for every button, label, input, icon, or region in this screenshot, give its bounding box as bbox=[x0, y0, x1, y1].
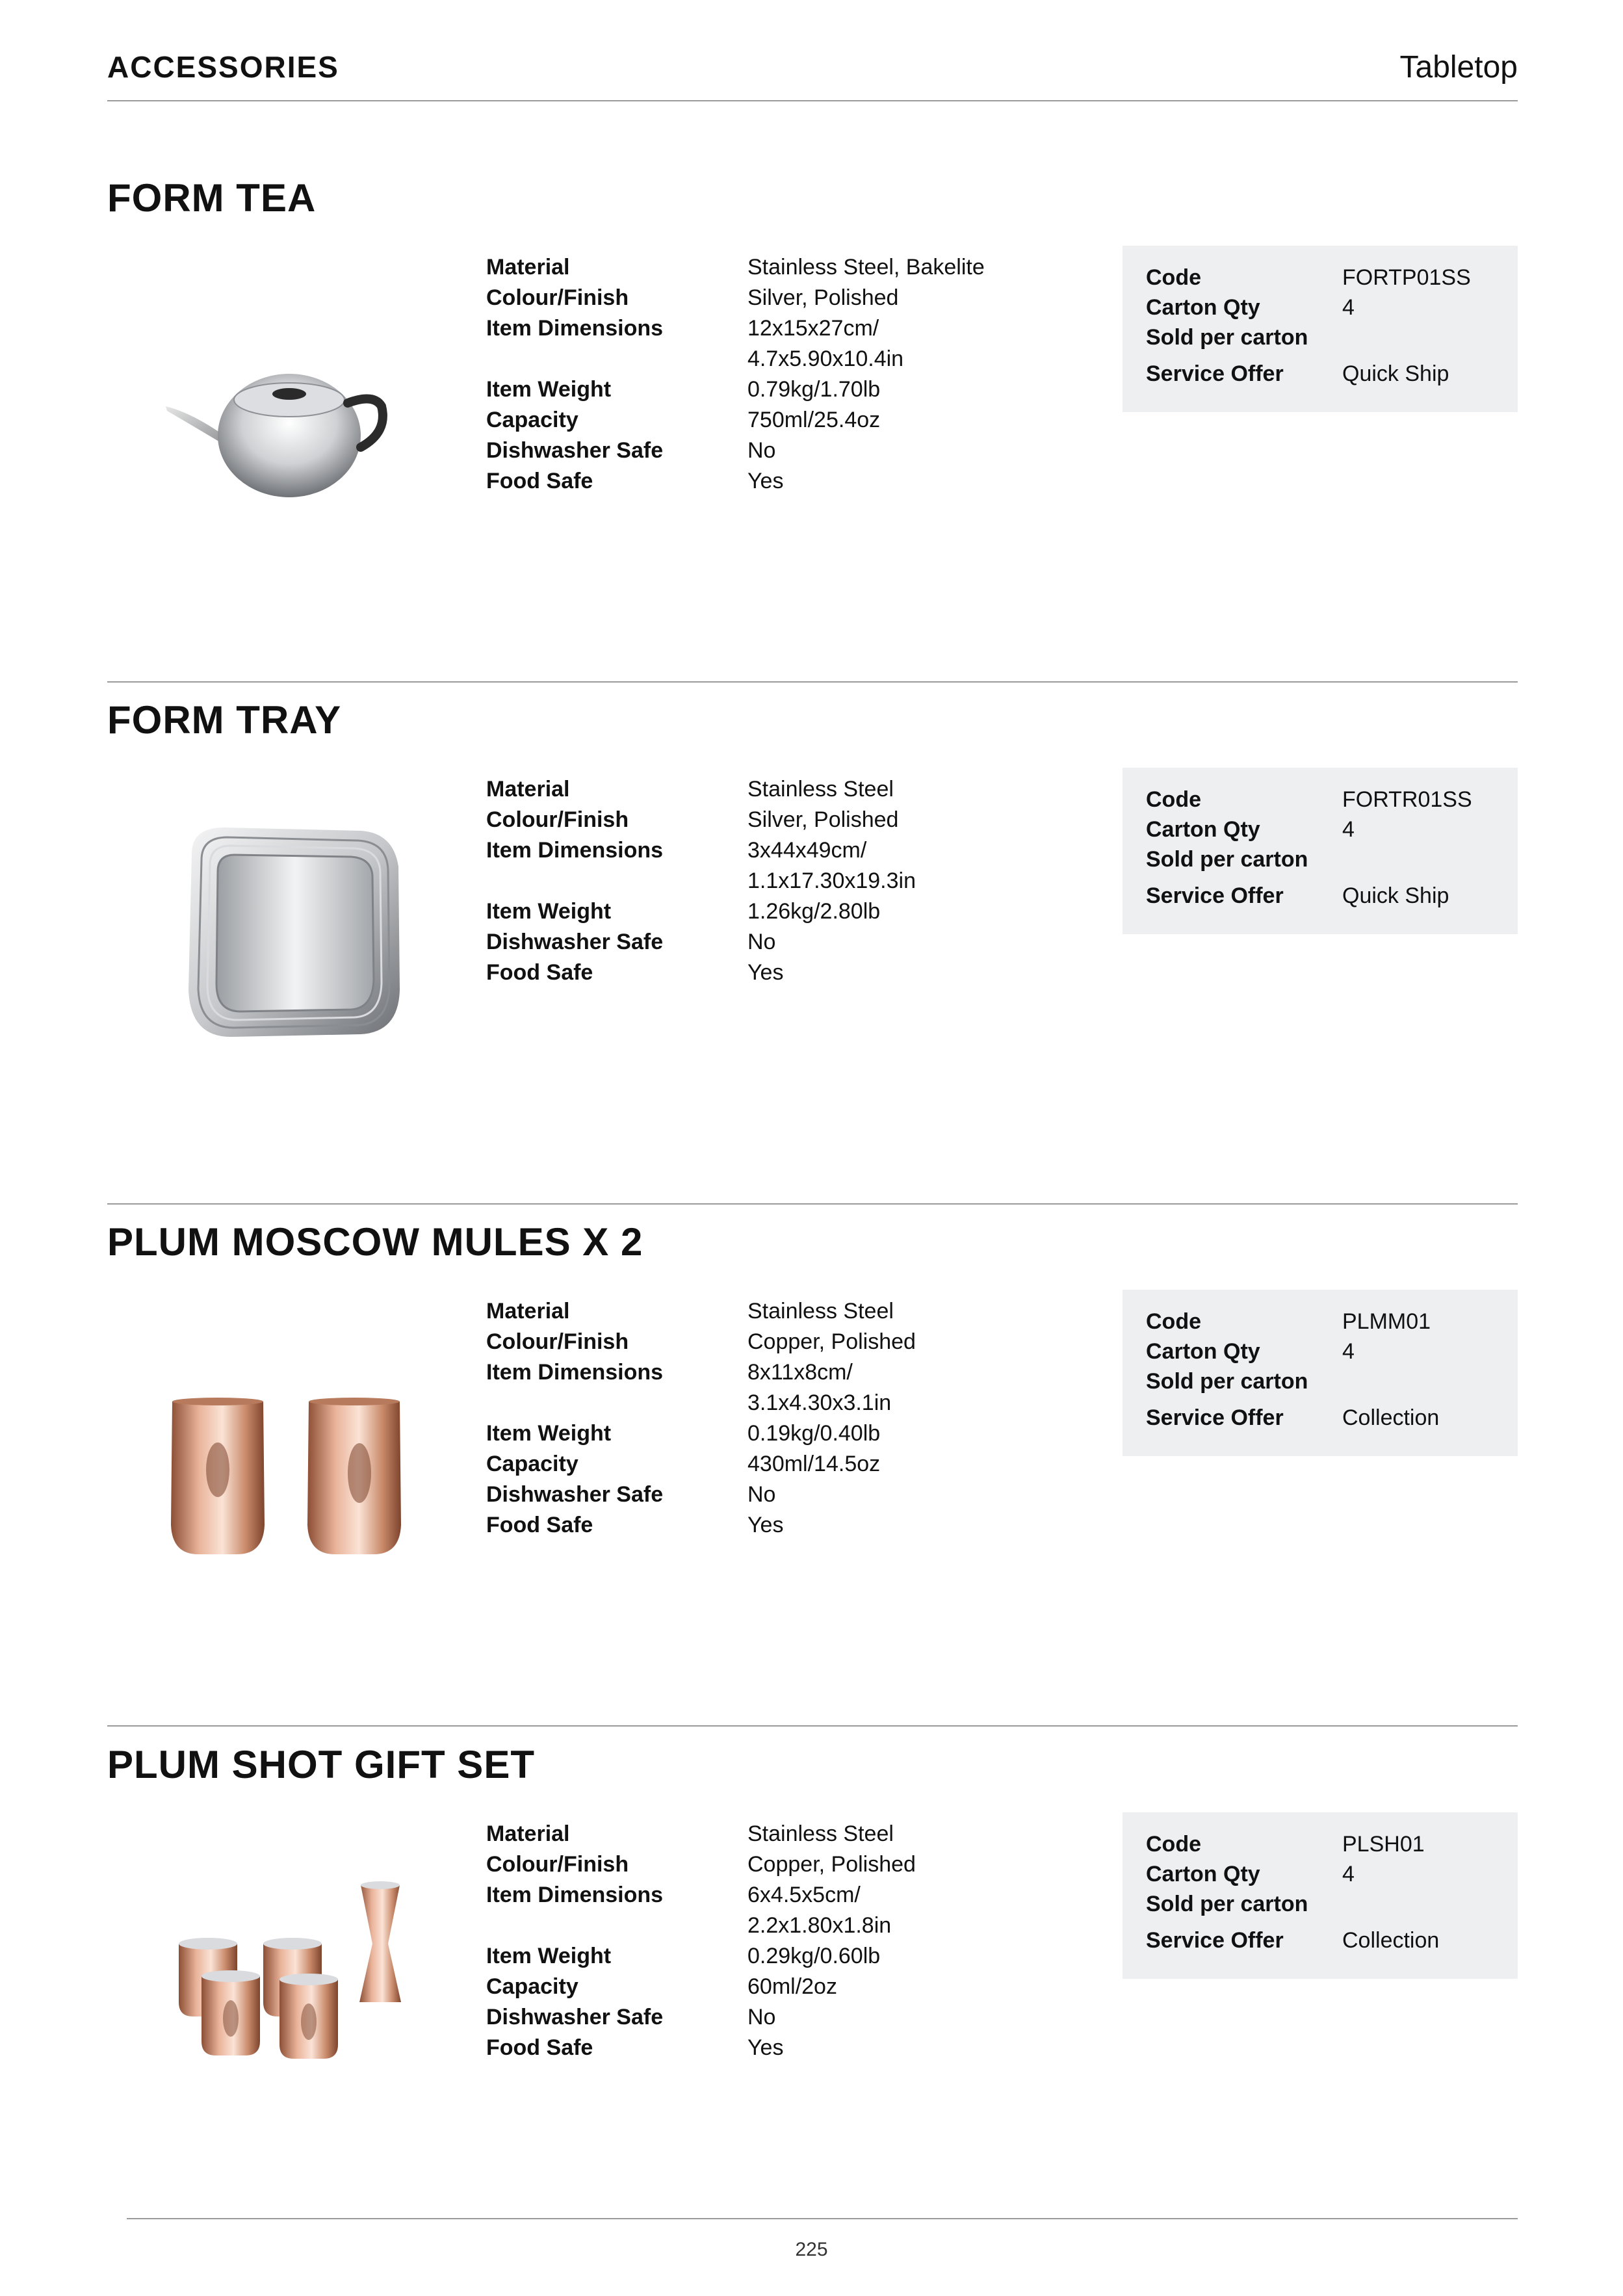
info-label: Code bbox=[1146, 265, 1201, 290]
spec-row-colour-finish bbox=[486, 1849, 1085, 1880]
info-row-sold-per-carton bbox=[1146, 1889, 1439, 1919]
info-row-carton-qty bbox=[1146, 1859, 1439, 1889]
spec-row-material bbox=[486, 1296, 1085, 1327]
spec-value: Silver, Polished bbox=[747, 285, 899, 310]
service-offer: Collection bbox=[1342, 1405, 1440, 1430]
info-label: Code bbox=[1146, 1309, 1201, 1334]
order-info-box bbox=[1123, 246, 1518, 412]
product-section-form-tea bbox=[107, 176, 1518, 683]
spec-value: Stainless Steel bbox=[747, 777, 894, 802]
spec-value: Yes bbox=[747, 2035, 784, 2060]
carton-qty: 4 bbox=[1342, 1339, 1355, 1364]
info-label: Sold per carton bbox=[1146, 1369, 1308, 1394]
product-title: PLUM MOSCOW MULES X 2 bbox=[107, 1220, 643, 1264]
spec-row-dishwasher-safe bbox=[486, 927, 1085, 958]
spec-row-item-dimensions bbox=[486, 313, 1085, 374]
service-offer: Collection bbox=[1342, 1928, 1440, 1953]
spec-label: Capacity bbox=[486, 1452, 578, 1476]
spec-value: No bbox=[747, 1482, 776, 1507]
product-title: PLUM SHOT GIFT SET bbox=[107, 1743, 535, 1786]
info-row-code bbox=[1146, 263, 1471, 293]
tray-icon bbox=[153, 795, 426, 1068]
dimensions-imperial: 1.1x17.30x19.3in bbox=[747, 868, 916, 893]
spec-row-material bbox=[486, 1819, 1085, 1849]
spec-row-item-weight bbox=[486, 374, 1085, 405]
info-row-carton-qty bbox=[1146, 293, 1471, 322]
spec-row-dishwasher-safe bbox=[486, 2002, 1085, 2033]
teapot-icon bbox=[153, 273, 426, 546]
spec-label: Food Safe bbox=[486, 1513, 593, 1537]
product-code: FORTP01SS bbox=[1342, 265, 1471, 290]
spec-value: 430ml/14.5oz bbox=[747, 1452, 881, 1476]
info-row-service-offer bbox=[1146, 1403, 1439, 1433]
spec-value: No bbox=[747, 438, 776, 463]
spec-value bbox=[747, 1880, 1085, 1941]
spec-row-dishwasher-safe bbox=[486, 1480, 1085, 1510]
info-label: Service Offer bbox=[1146, 883, 1284, 908]
spec-label: Item Dimensions bbox=[486, 316, 664, 341]
product-section-plum-shot-gift-set bbox=[107, 1742, 1518, 2158]
spec-label: Dishwasher Safe bbox=[486, 930, 664, 954]
spec-row-capacity bbox=[486, 1449, 1085, 1480]
info-row-service-offer bbox=[1146, 1925, 1439, 1955]
spec-value: 0.79kg/1.70lb bbox=[747, 377, 881, 402]
spec-label: Colour/Finish bbox=[486, 1852, 629, 1877]
spec-value: Stainless Steel bbox=[747, 1821, 894, 1846]
spec-row-colour-finish bbox=[486, 1327, 1085, 1357]
dimensions-metric: 12x15x27cm/ bbox=[747, 316, 879, 341]
info-label: Carton Qty bbox=[1146, 295, 1260, 320]
order-info-box bbox=[1123, 1812, 1518, 1979]
carton-qty: 4 bbox=[1342, 817, 1355, 842]
spec-label: Food Safe bbox=[486, 469, 593, 493]
info-row-sold-per-carton bbox=[1146, 844, 1472, 874]
spec-label: Material bbox=[486, 1821, 570, 1846]
order-info-box bbox=[1123, 768, 1518, 934]
service-offer: Quick Ship bbox=[1342, 361, 1449, 386]
spec-row-food-safe bbox=[486, 466, 1085, 497]
spec-value: 0.19kg/0.40lb bbox=[747, 1421, 881, 1446]
spec-value bbox=[747, 1357, 1085, 1418]
section-divider bbox=[107, 1725, 1518, 1727]
spec-label: Dishwasher Safe bbox=[486, 438, 664, 463]
spec-row-material bbox=[486, 252, 1085, 283]
info-label: Service Offer bbox=[1146, 361, 1284, 386]
footer-rule bbox=[127, 2218, 1518, 2219]
spec-row-item-dimensions bbox=[486, 1357, 1085, 1418]
info-row-code bbox=[1146, 785, 1472, 815]
spec-label: Item Weight bbox=[486, 1421, 612, 1446]
product-code: PLSH01 bbox=[1342, 1832, 1425, 1857]
info-label: Code bbox=[1146, 787, 1201, 812]
spec-value bbox=[747, 313, 1085, 374]
spec-row-item-dimensions bbox=[486, 1880, 1085, 1941]
section-title: Tabletop bbox=[1399, 50, 1518, 85]
shot-glasses-jigger-icon bbox=[153, 1840, 426, 2113]
spec-row-food-safe bbox=[486, 958, 1085, 988]
info-row-sold-per-carton bbox=[1146, 322, 1471, 352]
spec-label: Item Weight bbox=[486, 899, 612, 924]
spec-label: Capacity bbox=[486, 408, 578, 432]
spec-row-capacity bbox=[486, 405, 1085, 436]
spec-row-colour-finish bbox=[486, 805, 1085, 835]
info-row-carton-qty bbox=[1146, 1337, 1439, 1366]
spec-label: Material bbox=[486, 255, 570, 280]
spec-label: Item Weight bbox=[486, 377, 612, 402]
info-label: Code bbox=[1146, 1832, 1201, 1857]
section-divider bbox=[107, 681, 1518, 683]
info-row-service-offer bbox=[1146, 881, 1472, 911]
service-offer: Quick Ship bbox=[1342, 883, 1449, 908]
spec-value: No bbox=[747, 2005, 776, 2029]
spec-label: Food Safe bbox=[486, 960, 593, 985]
spec-label: Dishwasher Safe bbox=[486, 2005, 664, 2029]
spec-label: Capacity bbox=[486, 1974, 578, 1999]
spec-label: Item Weight bbox=[486, 1944, 612, 1968]
spec-label: Item Dimensions bbox=[486, 1883, 664, 1907]
spec-row-food-safe bbox=[486, 2033, 1085, 2063]
spec-value bbox=[747, 835, 1085, 896]
info-label: Service Offer bbox=[1146, 1405, 1284, 1430]
product-code: FORTR01SS bbox=[1342, 787, 1472, 812]
product-code: PLMM01 bbox=[1342, 1309, 1431, 1334]
spec-table bbox=[486, 1296, 1085, 1541]
spec-label: Material bbox=[486, 777, 570, 802]
copper-mugs-icon bbox=[153, 1317, 426, 1590]
spec-label: Food Safe bbox=[486, 2035, 593, 2060]
product-section-form-tray bbox=[107, 698, 1518, 1205]
product-section-plum-moscow-mules bbox=[107, 1220, 1518, 1727]
spec-value: 60ml/2oz bbox=[747, 1974, 837, 1999]
info-row-code bbox=[1146, 1829, 1439, 1859]
spec-label: Material bbox=[486, 1299, 570, 1324]
carton-qty: 4 bbox=[1342, 1862, 1355, 1886]
spec-value: 0.29kg/0.60lb bbox=[747, 1944, 881, 1968]
spec-table bbox=[486, 1819, 1085, 2063]
spec-label: Dishwasher Safe bbox=[486, 1482, 664, 1507]
spec-value: Yes bbox=[747, 960, 784, 985]
spec-value: Stainless Steel, Bakelite bbox=[747, 255, 985, 280]
info-label: Sold per carton bbox=[1146, 847, 1308, 872]
spec-table bbox=[486, 252, 1085, 497]
spec-value: 1.26kg/2.80lb bbox=[747, 899, 881, 924]
spec-value: 750ml/25.4oz bbox=[747, 408, 881, 432]
spec-value: Copper, Polished bbox=[747, 1329, 916, 1354]
info-row-sold-per-carton bbox=[1146, 1366, 1439, 1396]
section-divider bbox=[107, 1203, 1518, 1205]
spec-row-food-safe bbox=[486, 1510, 1085, 1541]
spec-value: Yes bbox=[747, 469, 784, 493]
spec-label: Colour/Finish bbox=[486, 285, 629, 310]
carton-qty: 4 bbox=[1342, 295, 1355, 320]
dimensions-metric: 6x4.5x5cm/ bbox=[747, 1883, 861, 1907]
dimensions-imperial: 4.7x5.90x10.4in bbox=[747, 346, 904, 371]
page-number: 225 bbox=[795, 2239, 828, 2260]
spec-row-capacity bbox=[486, 1972, 1085, 2002]
product-title: FORM TEA bbox=[107, 176, 317, 220]
spec-row-item-weight bbox=[486, 1418, 1085, 1449]
spec-label: Item Dimensions bbox=[486, 1360, 664, 1385]
spec-value: Copper, Polished bbox=[747, 1852, 916, 1877]
spec-value: No bbox=[747, 930, 776, 954]
info-label: Service Offer bbox=[1146, 1928, 1284, 1953]
dimensions-metric: 8x11x8cm/ bbox=[747, 1360, 853, 1385]
info-label: Carton Qty bbox=[1146, 1862, 1260, 1886]
spec-value: Yes bbox=[747, 1513, 784, 1537]
info-label: Carton Qty bbox=[1146, 1339, 1260, 1364]
spec-value: Stainless Steel bbox=[747, 1299, 894, 1324]
spec-row-dishwasher-safe bbox=[486, 436, 1085, 466]
info-label: Carton Qty bbox=[1146, 817, 1260, 842]
dimensions-metric: 3x44x49cm/ bbox=[747, 838, 867, 863]
dimensions-imperial: 2.2x1.80x1.8in bbox=[747, 1913, 892, 1938]
spec-table bbox=[486, 774, 1085, 988]
info-label: Sold per carton bbox=[1146, 325, 1308, 350]
info-label: Sold per carton bbox=[1146, 1892, 1308, 1916]
spec-label: Colour/Finish bbox=[486, 807, 629, 832]
spec-row-item-dimensions bbox=[486, 835, 1085, 896]
order-info-box bbox=[1123, 1290, 1518, 1456]
info-row-service-offer bbox=[1146, 359, 1471, 389]
dimensions-imperial: 3.1x4.30x3.1in bbox=[747, 1390, 892, 1415]
spec-row-colour-finish bbox=[486, 283, 1085, 313]
category-title: ACCESSORIES bbox=[107, 50, 339, 84]
info-row-code bbox=[1146, 1307, 1439, 1337]
spec-value: Silver, Polished bbox=[747, 807, 899, 832]
spec-label: Colour/Finish bbox=[486, 1329, 629, 1354]
product-title: FORM TRAY bbox=[107, 698, 342, 742]
spec-row-material bbox=[486, 774, 1085, 805]
spec-row-item-weight bbox=[486, 1941, 1085, 1972]
info-row-carton-qty bbox=[1146, 815, 1472, 844]
page-header bbox=[107, 44, 1518, 101]
spec-label: Item Dimensions bbox=[486, 838, 664, 863]
spec-row-item-weight bbox=[486, 896, 1085, 927]
